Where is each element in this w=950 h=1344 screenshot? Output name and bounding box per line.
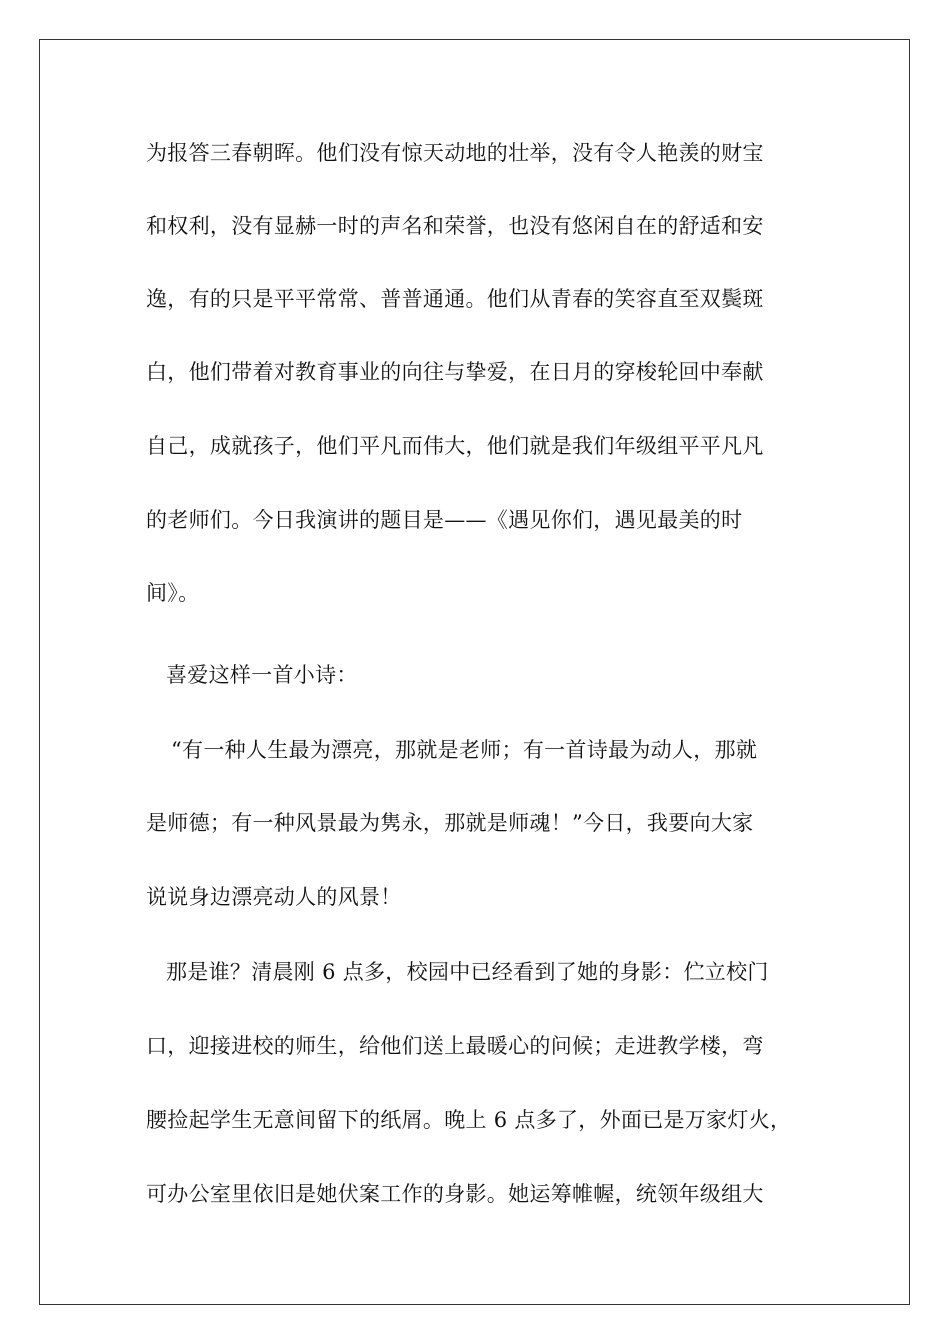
paragraph-line-15: 可办公室里依旧是她伏案工作的身影。她运筹帷幄，统领年级组大 bbox=[146, 1182, 764, 1206]
paragraph-line-3: 逸，有的只是平平常常、普普通通。他们从青春的笑容直至双鬓斑 bbox=[146, 287, 764, 311]
paragraph-line-12: 那是谁？清晨刚 6 点多，校园中已经看到了她的身影：伫立校门 bbox=[166, 960, 769, 984]
quote-line-2: 是师德；有一种风景最为隽永，那就是师魂！”今日，我要向大家 bbox=[146, 811, 754, 835]
paragraph-line-14: 腰捡起学生无意间留下的纸屑。晚上 6 点多了，外面已是万家灯火， bbox=[146, 1108, 792, 1132]
paragraph-line-1: 为报答三春朝晖。他们没有惊天动地的壮举，没有令人艳羡的财宝 bbox=[146, 141, 764, 165]
paragraph-line-5: 自己，成就孩子，他们平凡而伟大，他们就是我们年级组平平凡凡 bbox=[146, 434, 764, 458]
quote-line-3: 说说身边漂亮动人的风景！ bbox=[146, 885, 402, 909]
paragraph-line-4: 白，他们带着对教育事业的向往与挚爱，在日月的穿梭轮回中奉献 bbox=[146, 360, 764, 384]
paragraph-line-13: 口，迎接进校的师生，给他们送上最暖心的问候；走进教学楼，弯 bbox=[146, 1034, 764, 1058]
paragraph-line-7: 间》。 bbox=[146, 581, 200, 605]
quote-line-1: “有一种人生最为漂亮，那就是老师；有一首诗最为动人，那就 bbox=[171, 738, 758, 762]
paragraph-line-2: 和权利，没有显赫一时的声名和荣誉，也没有悠闲自在的舒适和安 bbox=[146, 214, 764, 238]
paragraph-line-6: 的老师们。今日我演讲的题目是——《遇见你们，遇见最美的时 bbox=[146, 508, 743, 532]
paragraph-line-8: 喜爱这样一首小诗： bbox=[166, 663, 358, 687]
